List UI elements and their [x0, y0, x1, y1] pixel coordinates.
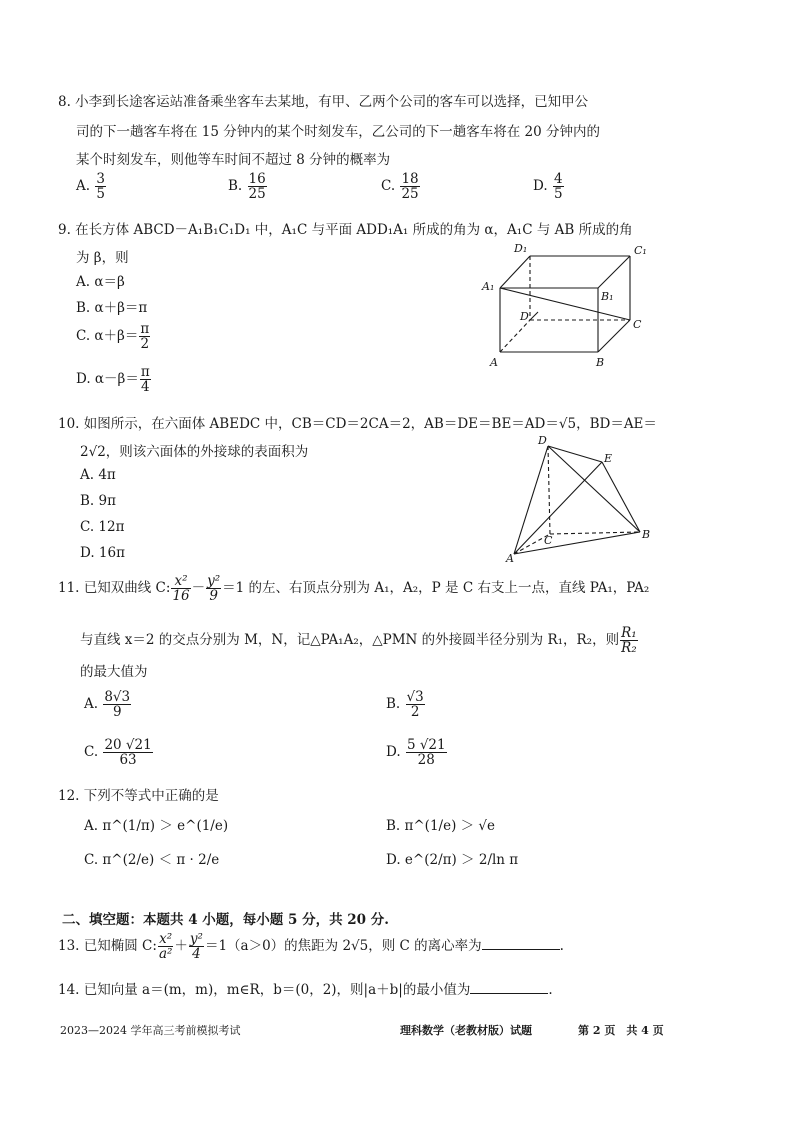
q9-option-b: B. α＋β＝π [76, 300, 148, 316]
numerator: π [140, 364, 150, 380]
denominator: 28 [417, 752, 435, 769]
q9-line2: 为 β，则 [76, 250, 129, 266]
option-label: D. [533, 178, 548, 195]
denominator: a² [158, 946, 173, 963]
fraction-r1-r2 [620, 626, 638, 655]
q11-option-d [386, 738, 448, 767]
option-label: C. α＋β＝ [76, 328, 139, 345]
edge-ea [514, 462, 602, 554]
q8-line2: 司的下一趟客车将在 15 分钟内的某个时刻发车，乙公司的下一趟客车将在 20 分钟内的 [76, 124, 601, 140]
fraction-x2-a2 [158, 932, 173, 961]
edge-b1c1 [598, 256, 630, 288]
numerator: π [140, 321, 150, 337]
q12-line1: 12. 下列不等式中正确的是 [58, 788, 219, 804]
denominator: 9 [112, 704, 122, 721]
fraction [553, 172, 564, 201]
q10-option-d: D. 16π [80, 545, 125, 561]
label-d: D [520, 310, 529, 323]
option-label: B. [386, 696, 401, 713]
denominator: 25 [248, 186, 266, 203]
fraction [139, 322, 150, 351]
fraction [248, 172, 267, 201]
fraction [406, 738, 447, 767]
denominator: 5 [553, 186, 563, 203]
option-label: A. [76, 178, 91, 195]
q9-cuboid-figure [478, 240, 658, 372]
edge-a1d1 [500, 256, 530, 288]
q10-line1: 10. 如图所示，在六面体 ABEDC 中，CB＝CD＝2CA＝2，AB＝DE＝BE＝AD＝√5，BD＝AE＝ [58, 416, 657, 432]
q10-option-c: C. 12π [80, 519, 125, 535]
q12-option-d: D. e^(2/π) ＞ 2/ln π [386, 852, 519, 868]
numerator: y² [207, 573, 221, 589]
q10-line2: 2√2，则该六面体的外接球的表面积为 [80, 444, 309, 460]
label-c1: C₁ [634, 244, 647, 257]
denominator: 25 [401, 186, 419, 203]
fraction [140, 365, 151, 394]
edge-bc [598, 320, 630, 352]
q11-rest: ＝1 的左、右顶点分别为 A₁，A₂，P 是 C 右支上一点，直线 PA₁，PA₂ [222, 580, 650, 597]
answer-blank[interactable] [470, 981, 548, 994]
denominator: 4 [141, 379, 150, 396]
numerator: y² [189, 931, 203, 947]
label-b1: B₁ [601, 290, 614, 303]
denominator: R₂ [621, 640, 637, 657]
numerator: 4 [553, 171, 563, 187]
edge-dc-hidden [548, 446, 550, 534]
numerator: √3 [406, 689, 424, 705]
q14-period: . [548, 982, 553, 998]
label-a1: A₁ [482, 280, 495, 293]
q11-line1: 11. 已知双曲线 C: $\frac{\text{x²}}{16}$ － $\frac{\text{y²}}{9}$ ＝1 的左、右顶点分别为 A₁，A₂，P 是 C 右支上一点，直线 PA₁，PA₂ [58, 573, 650, 605]
edge-da [514, 446, 548, 554]
footer-subject: 理科数学（老教材版）试题 [400, 1024, 532, 1037]
label-e: E [604, 452, 613, 465]
q11-option-c [84, 738, 154, 767]
denominator: 2 [410, 704, 420, 721]
q14-line [58, 978, 553, 998]
q8-option-d [533, 172, 565, 201]
q12-option-c: C. π^(2/e) ＜ π · 2/e [84, 852, 220, 868]
q10-option-a: A. 4π [80, 467, 116, 483]
denominator: 16 [172, 588, 190, 605]
option-label: D. α－β＝ [76, 371, 139, 388]
q8-line1: 8. 小李到长途客运站准备乘坐客车去某地，有甲、乙两个公司的客车可以选择，已知甲公 [58, 94, 589, 110]
label-c: C [544, 534, 553, 547]
footer-exam-title: 2023—2024 学年高三考前模拟考试 [60, 1024, 241, 1037]
q9-line1: 9. 在长方体 ABCD－A₁B₁C₁D₁ 中，A₁C 与平面 ADD₁A₁ 所成的角为 α，A₁C 与 AB 所成的角 [58, 222, 633, 238]
q9-option-a: A. α＝β [76, 274, 125, 290]
label-a: A [490, 356, 498, 369]
q8-option-c [381, 172, 421, 201]
option-label: B. [228, 178, 243, 195]
answer-blank[interactable] [482, 937, 560, 950]
option-label: D. [386, 744, 401, 761]
q10-option-b: B. 9π [80, 493, 116, 509]
numerator: 16 [248, 171, 266, 187]
fraction [406, 690, 425, 719]
edge-cb-hidden [550, 532, 640, 534]
q13-line: 13. 已知椭圆 C: $\frac{\text{x²}}{\text{a²}}$ ＋ $\frac{\text{y²}}{4}$ ＝1（a＞0）的焦距为 2√5，则 C 的离心率为 . [58, 931, 564, 963]
fraction-y2-9 [206, 574, 221, 603]
q11-option-b [386, 690, 426, 719]
fraction [95, 172, 106, 201]
q11-line2 [80, 626, 639, 655]
denominator: 9 [209, 588, 218, 605]
mark-d [530, 312, 538, 320]
q13-period: . [559, 938, 564, 955]
numerator: 8√3 [104, 689, 131, 705]
q8-line3: 某个时刻发车，则他等车时间不超过 8 分钟的概率为 [76, 152, 391, 168]
edge-db [548, 446, 640, 532]
fraction [103, 690, 131, 719]
label-d: D [538, 434, 547, 447]
label-b: B [596, 356, 605, 369]
numerator: R₁ [621, 625, 637, 641]
q11-intro: 11. 已知双曲线 C: [58, 580, 171, 597]
label-d1: D₁ [514, 242, 528, 255]
fraction [103, 738, 152, 767]
q8-option-b [228, 172, 268, 201]
denominator: 63 [119, 752, 137, 769]
option-label: C. [84, 744, 99, 761]
edge-eb [602, 462, 640, 532]
numerator: 5 √21 [406, 737, 446, 753]
q12-option-a: A. π^(1/π) ＞ e^(1/e) [84, 818, 229, 834]
label-b: B [642, 528, 651, 541]
denominator: 2 [140, 336, 150, 353]
denominator: 5 [96, 186, 105, 203]
numerator: 3 [96, 171, 105, 187]
numerator: 18 [401, 171, 419, 187]
numerator: x² [159, 931, 173, 947]
numerator: 20 √21 [104, 737, 152, 753]
option-label: C. [381, 178, 396, 195]
q9-option-d [76, 365, 152, 394]
q10-hexahedron-figure [500, 432, 660, 564]
fraction-x2-16 [171, 574, 190, 603]
q11-option-a [84, 690, 132, 719]
q11-line2-text: 与直线 x＝2 的交点分别为 M，N，记△PA₁A₂，△PMN 的外接圆半径分别为 R₁，R₂，则 [80, 632, 620, 649]
denominator: 4 [192, 946, 201, 963]
option-label: A. [84, 696, 99, 713]
q9-option-c [76, 322, 151, 351]
q13-rest: ＝1（a＞0）的焦距为 2√5，则 C 的离心率为 [204, 938, 482, 955]
fraction [400, 172, 419, 201]
fraction-y2-4 [189, 932, 204, 961]
footer-page-number: 第 2 页 共 4 页 [578, 1024, 664, 1037]
q8-option-a [76, 172, 107, 201]
label-a: A [506, 552, 514, 564]
edge-ad-hidden [500, 320, 530, 352]
numerator: x² [171, 574, 190, 589]
q12-option-b: B. π^(1/e) ＞ √e [386, 818, 496, 834]
q11-line3: 的最大值为 [80, 664, 148, 680]
section-fill-in-heading: 二、填空题：本题共 4 小题，每小题 5 分，共 20 分. [62, 912, 389, 928]
q13-intro: 13. 已知椭圆 C: [58, 938, 157, 955]
label-c: C [633, 318, 642, 331]
q14-text: 14. 已知向量 a＝(m，m)，m∈R，b＝(0，2)，则|a＋b|的最小值为 [58, 982, 471, 998]
